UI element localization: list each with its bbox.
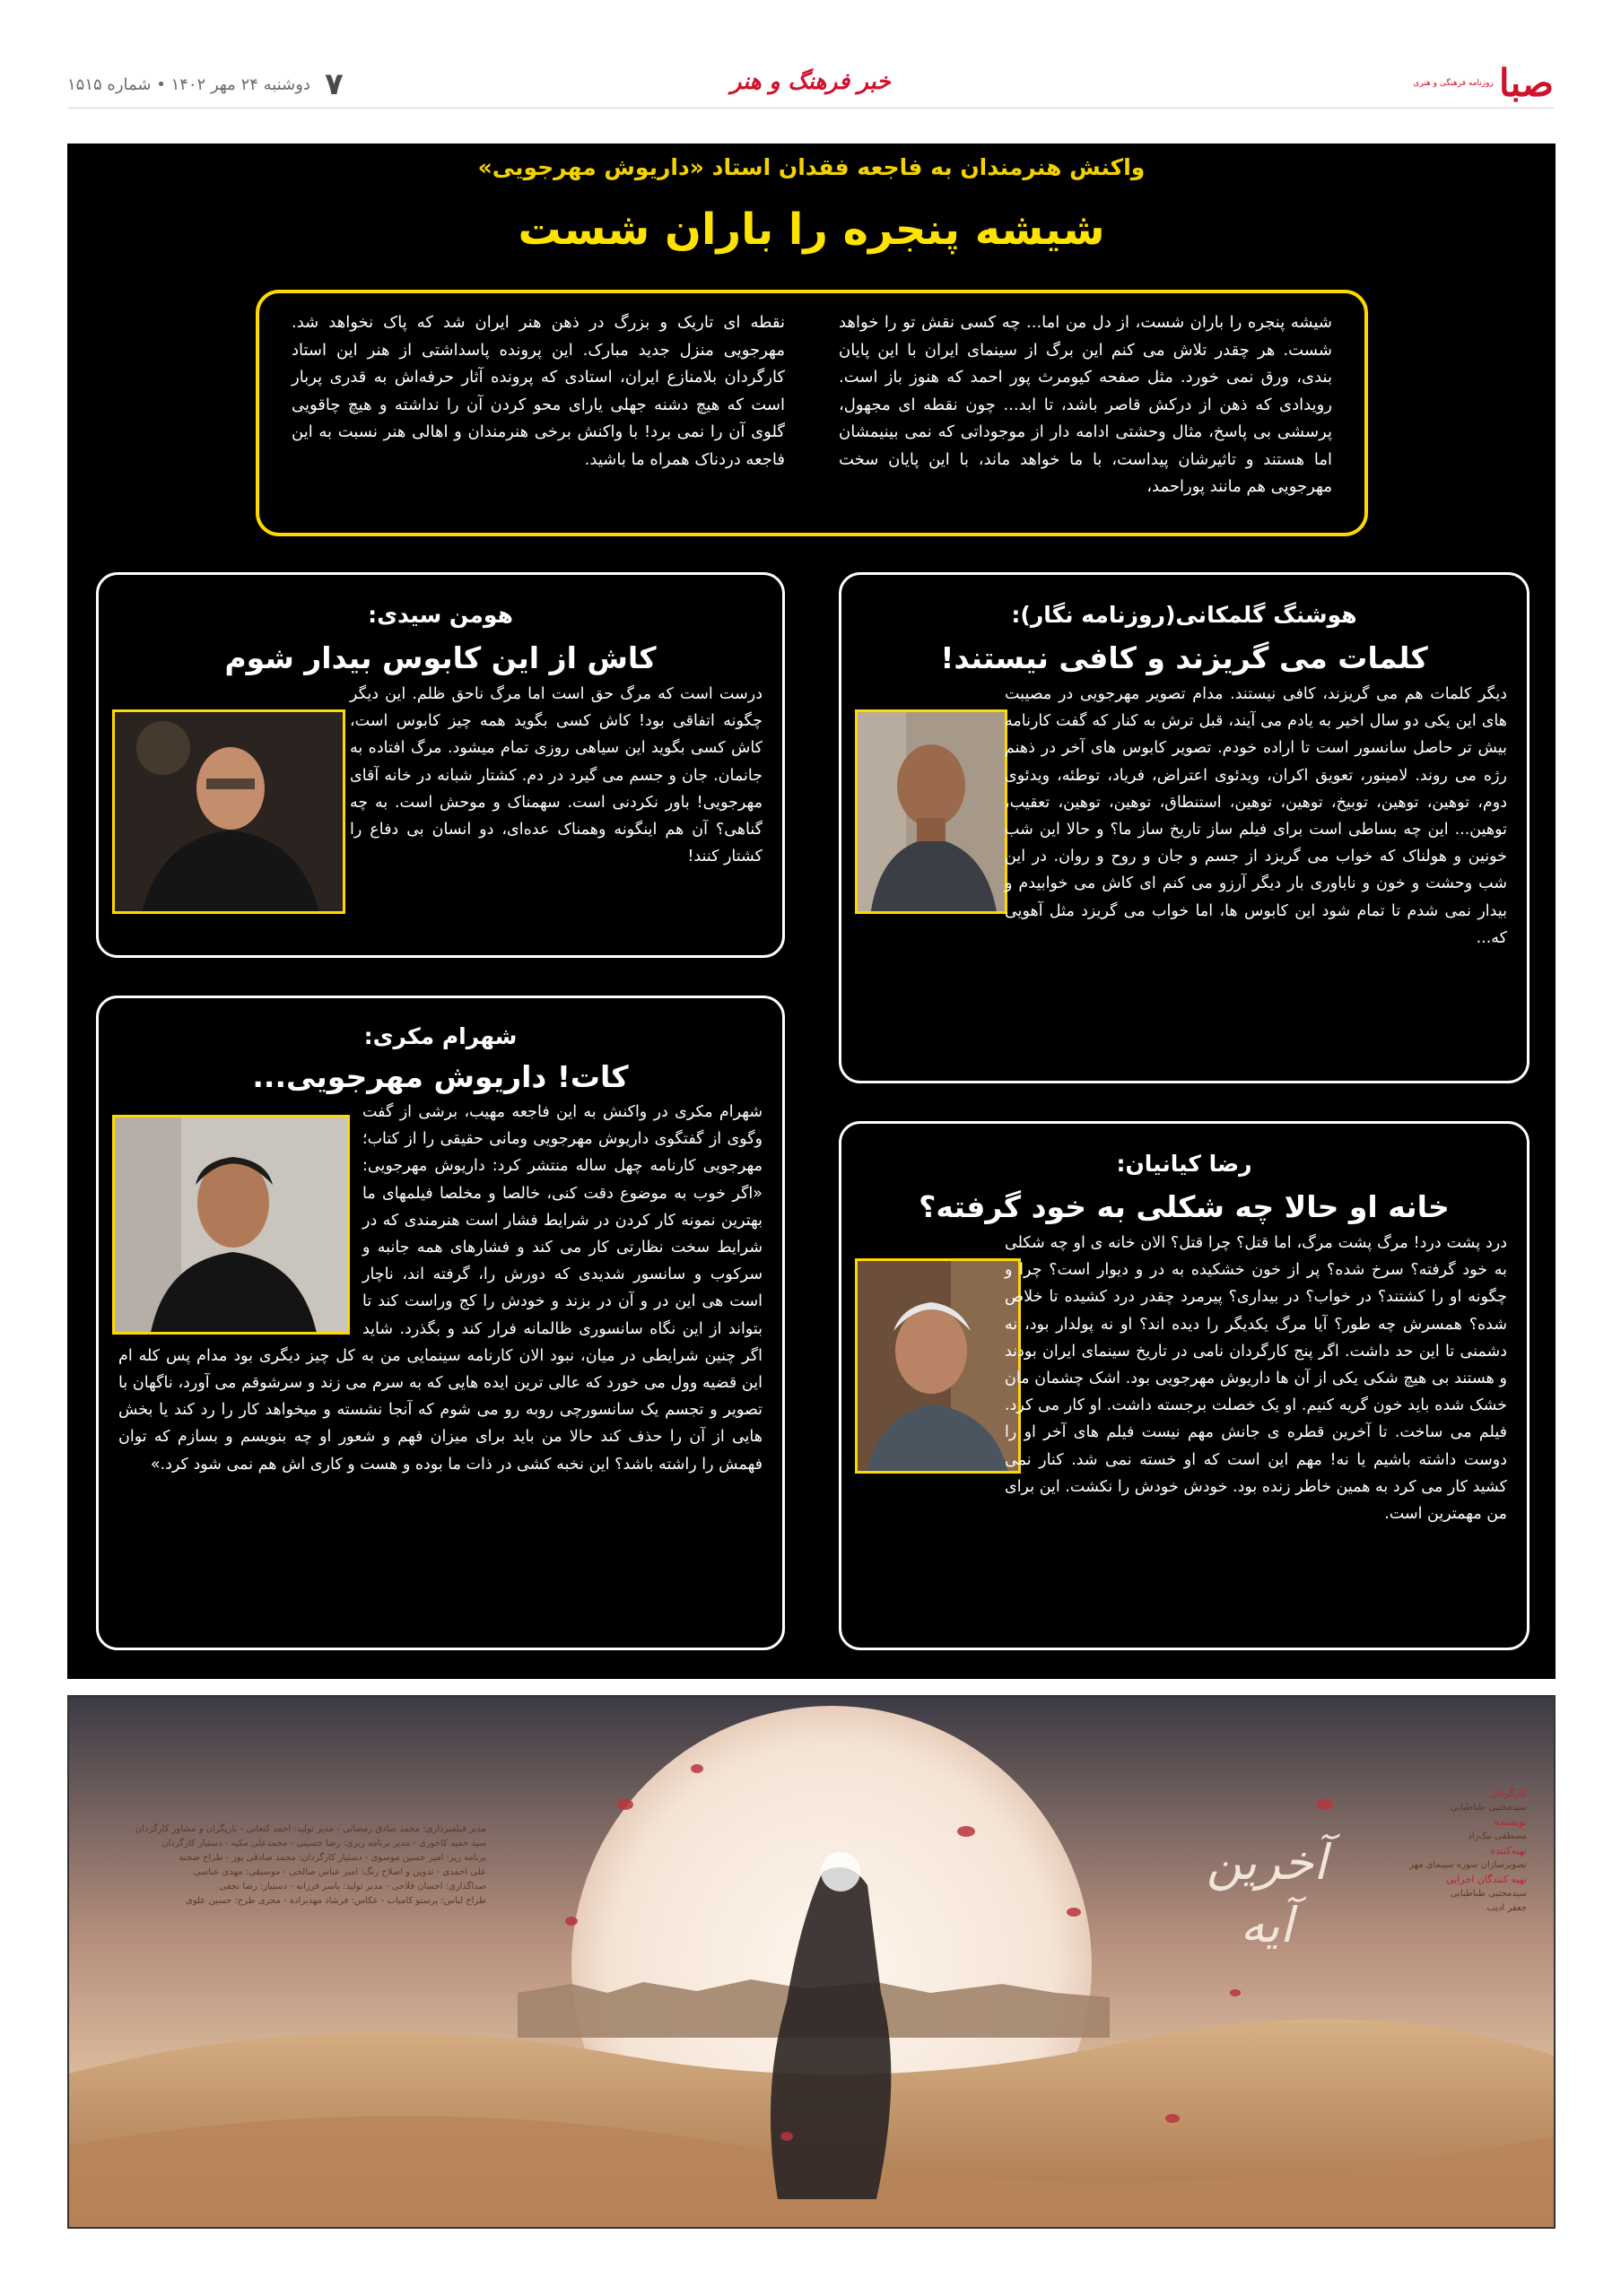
lead-box [256,290,1368,536]
issue-date: دوشنبه ۲۴ مهر ۱۴۰۲ • شماره ۱۵۱۵ [67,74,310,94]
card-body: درست است که مرگ حق است اما مرگ ناحق ظلم. این دیگر چگونه اتفاقی بود! کاش کسی بگوید همه چیز کابوس است، کاش کسی بگوید این سیاهی روزی تمام میشود. مرگ افتاده به جانمان. جان و جسم می گیرد در دم. کشتار شبانه در خانه آقای مهرجویی! باور نکردنی است. سهمناک و موحش است. به چه گناهی؟ آن هم اینگونه وهمناک عده‌ای، دو انسان بی دفاع را کشتار کنند! [350,685,763,866]
page-header [67,63,1554,109]
movie-poster-ad[interactable] [67,1695,1556,2229]
card-headline: خانه او حالا چه شکلی به خود گرفته؟ [919,1189,1450,1224]
logo-subtitle: روزنامه فرهنگی و هنری [1413,79,1494,88]
photo-spacer [118,1099,362,1327]
card-headline: کلمات می گریزند و کافی نیستند! [940,640,1428,675]
portrait-photo [855,709,1007,914]
portrait-photo [112,709,345,914]
card-body [118,1099,763,1478]
card-person-name: هوشنگ گلمکانی(روزنامه نگار): [1011,602,1357,628]
poster-credits-right: کارگردان سیدمجتبی طباطبایی نویسنده مصطفی نیک‌راد تهیه‌کننده تصویرسازان سوره سینمای مهر تهیه کنندگان اجرایی سیدمجتبی طباطبایی جعفر ادیب [1408,1787,1527,1913]
card-headline: کات! داریوش مهرجویی... [252,1059,629,1094]
poster-title: آخرین آیه [1206,1834,1328,1953]
issue-info [67,66,344,102]
card-body: درد پشت درد! مرگ پشت مرگ، اما قتل؟ چرا قتل؟ الان خانه ی او چه شکلی به خود گرفته؟ سرخ شده؟ پر از خون خشکیده به در و دیوار است؟ چرا و چگونه او را کشتند؟ در خواب؟ در بیداری؟ پیرمرد چقدر درد کشیده تا خلاص شده؟ همسرش چه طور؟ آیا مرگ یکدیگر را دیده اند؟ او نه پولدار بود، نه دشمنی تا این حد داشت. اگر پنج کارگردان نامی در تاریخ سینمای ایران بودند و هستند بی هیچ شکی یکی از آن ها داریوش مهرجویی بود. اشک چشمان مان خشک شده باید خون گریه کنیم. او یک خصلت برجسته داشت. او کار می کرد. فیلم می ساخت. تا آخرین قطره ی جانش مهم نیست فیلم های آخر او را دوست داشته باشیم یا نه! مهم این است که او خسته نمی شد. کنار نمی کشید کار می کرد به همین خاطر زنده بود. خودش خودش را نکشت. این برای من مهمترین است. [1005,1234,1507,1524]
lead-column-left: نقطه ای تاریک و بزرگ در ذهن هنر ایران شد که پاک نخواهد شد. مهرجویی منزل جدید مبارک. این پرونده پاسداشتی از هنر این استاد کارگردان بلامنازع ایران، استادی که پرونده آثار حرفه‌اش به قدری پربار است که هیچ دشنه جهلی یارای محو کردن آن را نداشته و هیچ چاقویی گلوی آن را نمی برد! با واکنش برخی هنرمندان و اهالی هنر نسبت به این فاجعه دردناک همراه ما باشید. [292,313,785,469]
card-body: دیگر کلمات هم می گریزند، کافی نیستند. مدام تصویر مهرجویی در مصیبت های این یکی دو سال اخیر به یادم می آیند، قبل ترش به کنار که گفت کارنامه بیش تر حاصل سانسور است تا اراده خودم. تصویر کابوس های آخر در ذهنم رژه می روند. لامینور، تعویق اکران، ویدئوی اعتراض، فریاد، توطئه، ویدئوی دوم، توهین، توهین، توبیخ، توهین، توهین، استنطاق، توهین، توهین، تعقیب، توهین... این چه بساطی است برای فیلم ساز تاریخ ساز ما؟ و حالا این شب خونین و هولناک که خواب می گریزد از جسم و جان و روح و روان. در این شب وحشت و خون و ناباوری بار دیگر آرزو می کنم ای کاش می خوابیدم و بیدار نمی شدم تا تمام شود این کابوس ها، اما خواب می گریزد مثل آهویی که... [1005,685,1507,947]
card-kianian [839,1121,1529,1650]
kicker: واکنش هنرمندان به فاجعه فقدان استاد «داریوش مهرجویی» [477,154,1146,180]
section-title: خبر فرهنگ و هنر [730,68,891,94]
portrait-photo [855,1258,1021,1474]
card-person-name: شهرام مکری: [363,1023,518,1049]
headline: شیشه پنجره را باران شست [518,204,1105,255]
card-golmakani [839,572,1529,1083]
poster-credits-left: مدیر فیلمبرداری: محمد صادق رمضانی - مدیر تولید: احمد کنعانی - بازیگران و مشاور کارگردان سید حمید کاجوری - مدیر برنامه ریزی: رضا حسینی - محمدعلی مکیه - دستیار کارگردان برنامه ریز: امیر حسین موسوی - دستیار کارگردان: محمد صادقی پور - طراح صحنه علی احمدی - تدوین و اصلاح رنگ: امیر عباس صالحی - موسیقی: مهدی عباسی صداگذاری: احسان فلاحی - مدیر تولید: یاسر فرزانه - دستیار: رضا نجفی طراح لباس: پرستو کامیاب - عکاس: فرشاد مهدیزاده - مجری طرح: حسین علوی [135,1824,486,1906]
card-seyedi [96,572,785,958]
card-body-text: شهرام مکری در واکنش به این فاجعه مهیب، برشی از گفت وگوی از گفتگوی داریوش مهرجویی ومانی حقیقی را از کتاب؛ مهرجویی کارنامه چهل ساله منتشر کرد: داریوش مهرجویی: «اگر خوب به موضوع دقت کنی، خالصا و مخلصا فیلمهای ما بهترین نمونه کار کردن در شرایط فشار است هنرمندی که در شرایط سخت نظارتی کار می کند و فشارهای همه جانبه و سرکوب و سانسور شدیدی که دورش را، گرفته اند، ناچار است هی این در و آن در بزند و خودش را کج وراست کند تا بتواند از این نگاه سانسوری ظالمانه فرار کند و بگذرد. شاید اگر چنین شرایطی در میان، نبود الان کارنامه سینمایی من به کل چیز دیگری بود مدام پس کله ام این قضیه وول می خورد که عالی ترین ایده هایی که به سرم می زند و سرشوقم می آورد، ناگهان با تصویر و تجسم یک سانسورچی روبه رو می شوم که آنجا نشسته و میخواهد کار را رد کند یا بخش هایی از آن را حذف کند حالا من باید برای میزان فهم و شعور او چه بنویسم و بسازم که توان فهمش را راشته باشد؟ این نخبه کشی در ذات ما بوده و هست و کاری اش هم نمی شود کرد.» [118,1103,763,1474]
feature-section [67,144,1556,1679]
card-person-name: رضا کیانیان: [1116,1151,1252,1177]
card-person-name: هومن سیدی: [368,602,513,628]
card-headline: کاش از این کابوس بیدار شوم [224,640,657,675]
logo-text: صبا [1498,61,1554,105]
lead-column-right: شیشه پنجره را باران شست، از دل من اما... چه کسی نقش تو را خواهد شست. هر چقدر تلاش می کنم این برگ از سینمای ایران با این پایان بندی، ورق نمی خورد. مثل صفحه کیومرث پور احمد که هنوز باز است. رویدادی که ذهن از درکش قاصر باشد، تا ابد... چون نقطه ای مجهول، پرسشی بی پاسخ، مثال وحشتی ادامه دار از موجوداتی که نمی بینیمشان اما هستند و تاثیرشان پیداست، با ما خواهد ماند، با این پایان سخت مهرجویی هم مانند پوراحمد، [839,313,1332,496]
card-makri [96,996,785,1650]
page-number: ۷ [324,66,344,102]
newspaper-logo[interactable] [1413,63,1554,104]
